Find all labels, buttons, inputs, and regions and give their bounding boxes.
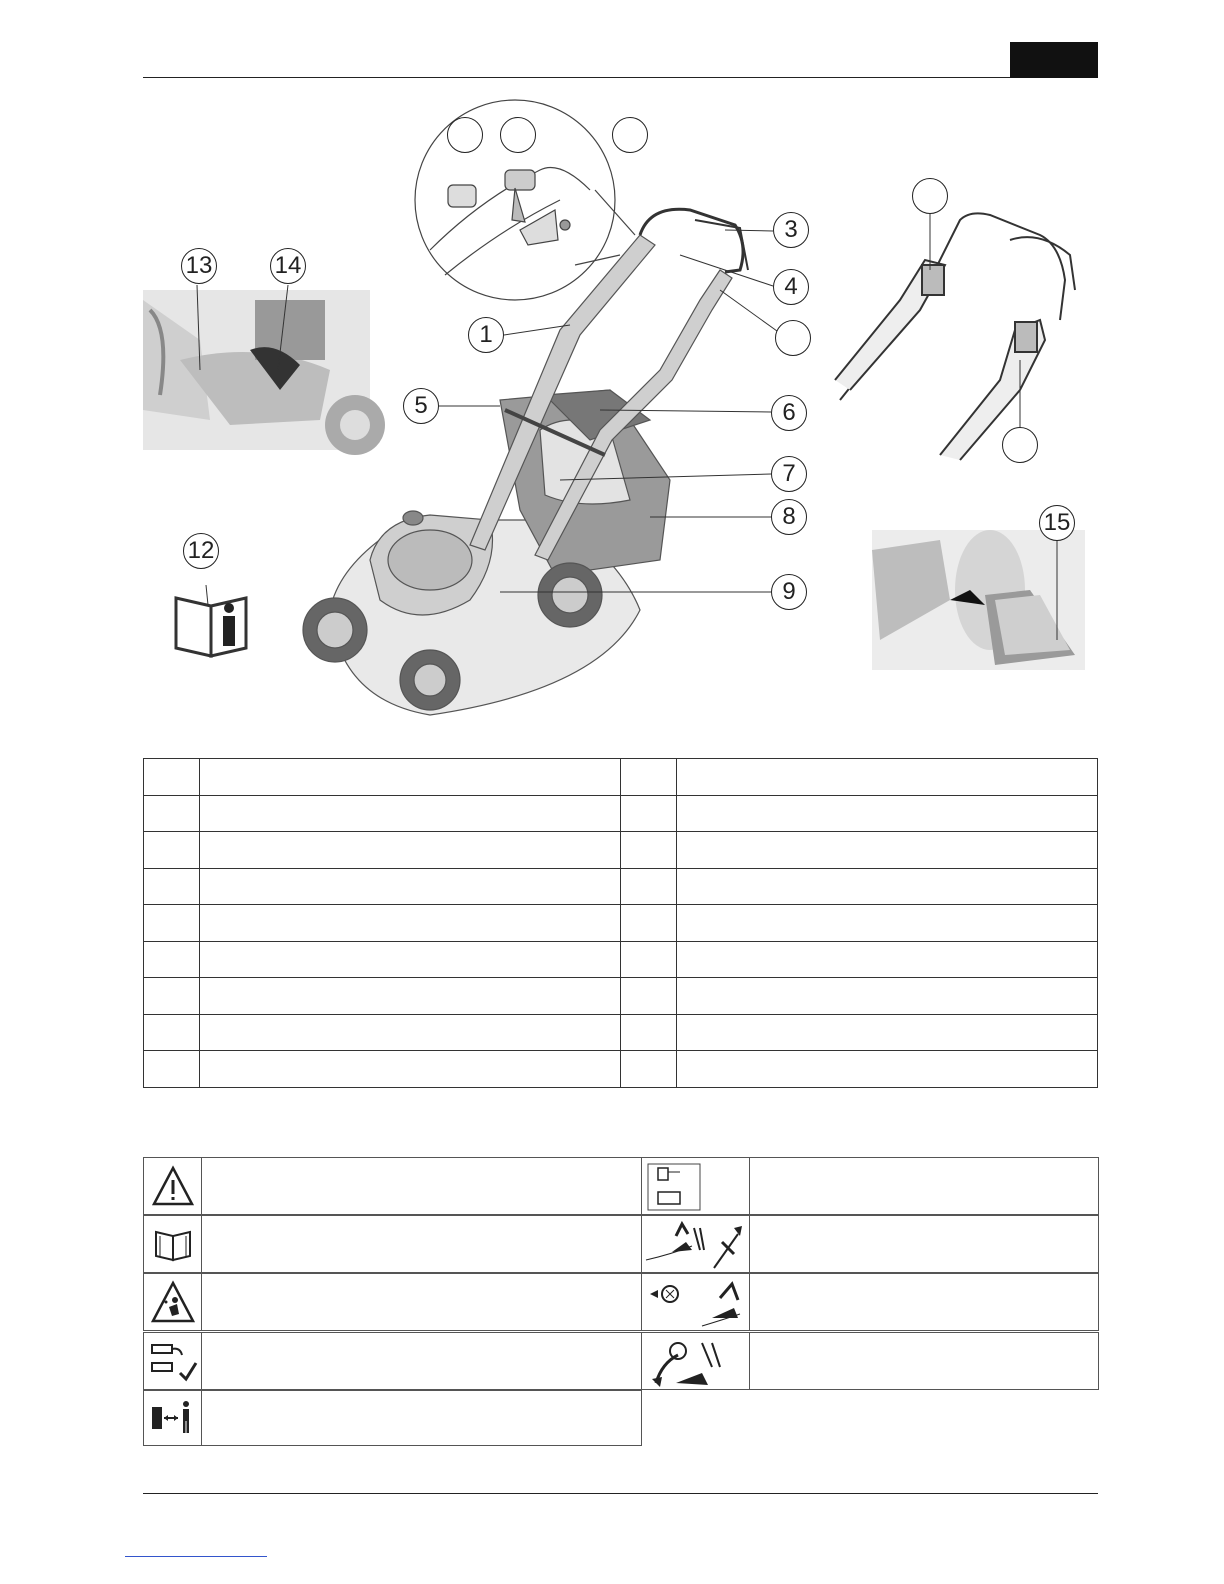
blade-hand-hazard-icon — [642, 1216, 750, 1272]
parts-row — [144, 832, 1098, 869]
thrown-objects-icon — [144, 1274, 202, 1330]
parts-row — [144, 941, 1098, 978]
foot-hazard-icon — [642, 1333, 750, 1389]
callout-1: 1 — [468, 317, 504, 353]
part-description-cell — [200, 941, 621, 978]
part-number-cell — [620, 978, 676, 1015]
part-description-cell — [677, 978, 1098, 1015]
callout-12: 12 — [183, 533, 219, 569]
part-number-cell — [620, 868, 676, 905]
parts-row — [144, 905, 1098, 942]
symbol-row — [641, 1215, 1099, 1273]
symbol-row — [143, 1273, 642, 1331]
callout-blank-a — [447, 117, 483, 153]
part-description-cell — [200, 905, 621, 942]
warning-triangle-icon — [144, 1158, 202, 1214]
remove-key-icon — [144, 1333, 202, 1389]
part-number-cell — [620, 795, 676, 832]
blade-rotation-icon — [642, 1274, 750, 1330]
symbol-row — [143, 1157, 642, 1215]
symbol-row — [641, 1273, 1099, 1331]
callout-3: 3 — [773, 212, 809, 248]
manual-book-illustration — [176, 585, 246, 656]
callout-13: 13 — [181, 248, 217, 284]
part-description-cell — [200, 1014, 621, 1051]
manual-book-icon — [144, 1216, 202, 1272]
callout-7: 7 — [771, 456, 807, 492]
keep-distance-icon — [144, 1391, 202, 1445]
part-number-cell — [144, 905, 200, 942]
part-description-cell — [200, 1051, 621, 1088]
callout-5: 5 — [403, 388, 439, 424]
mulch-plug-photo — [872, 530, 1085, 670]
symbol-row — [143, 1390, 642, 1446]
part-description-cell — [677, 759, 1098, 796]
grass-box-detail-photo — [143, 285, 385, 455]
callout-blank-d — [775, 320, 811, 356]
part-number-cell — [620, 759, 676, 796]
part-description-cell — [200, 868, 621, 905]
callout-4: 4 — [773, 269, 809, 305]
symbol-row — [641, 1332, 1099, 1390]
part-description-cell — [200, 978, 621, 1015]
callout-blank-b — [500, 117, 536, 153]
part-number-cell — [144, 832, 200, 869]
parts-row — [144, 1051, 1098, 1088]
symbol-row — [143, 1215, 642, 1273]
part-description-cell — [677, 1051, 1098, 1088]
callout-blank-c — [612, 117, 648, 153]
callout-8: 8 — [771, 499, 807, 535]
callout-9: 9 — [771, 574, 807, 610]
part-description-cell — [677, 1014, 1098, 1051]
part-number-cell — [620, 905, 676, 942]
callout-15: 15 — [1039, 505, 1075, 541]
symbol-row — [641, 1157, 1099, 1215]
callout-blank-f — [1002, 427, 1038, 463]
parts-row — [144, 978, 1098, 1015]
part-description-cell — [677, 941, 1098, 978]
part-number-cell — [620, 1014, 676, 1051]
part-description-cell — [200, 795, 621, 832]
part-description-cell — [677, 795, 1098, 832]
part-number-cell — [620, 832, 676, 869]
callout-6: 6 — [771, 395, 807, 431]
part-number-cell — [144, 941, 200, 978]
part-number-cell — [620, 941, 676, 978]
spark-plug-icon — [642, 1158, 750, 1214]
parts-row — [144, 868, 1098, 905]
part-description-cell — [677, 868, 1098, 905]
footer-rule — [143, 1493, 1098, 1494]
parts-row — [144, 1014, 1098, 1051]
parts-row — [144, 795, 1098, 832]
symbol-row — [143, 1332, 642, 1390]
handle-height-detail — [835, 213, 1075, 460]
callout-14: 14 — [270, 248, 306, 284]
footer-link-underline[interactable] — [125, 1556, 267, 1557]
part-number-cell — [144, 868, 200, 905]
part-number-cell — [144, 759, 200, 796]
part-number-cell — [144, 978, 200, 1015]
parts-row — [144, 759, 1098, 796]
part-number-cell — [144, 795, 200, 832]
callout-blank-e — [912, 178, 948, 214]
part-number-cell — [144, 1051, 200, 1088]
part-description-cell — [677, 832, 1098, 869]
part-description-cell — [200, 832, 621, 869]
parts-table — [143, 758, 1098, 1088]
part-number-cell — [620, 1051, 676, 1088]
part-number-cell — [144, 1014, 200, 1051]
part-description-cell — [200, 759, 621, 796]
part-description-cell — [677, 905, 1098, 942]
mower-figure — [0, 0, 1224, 740]
